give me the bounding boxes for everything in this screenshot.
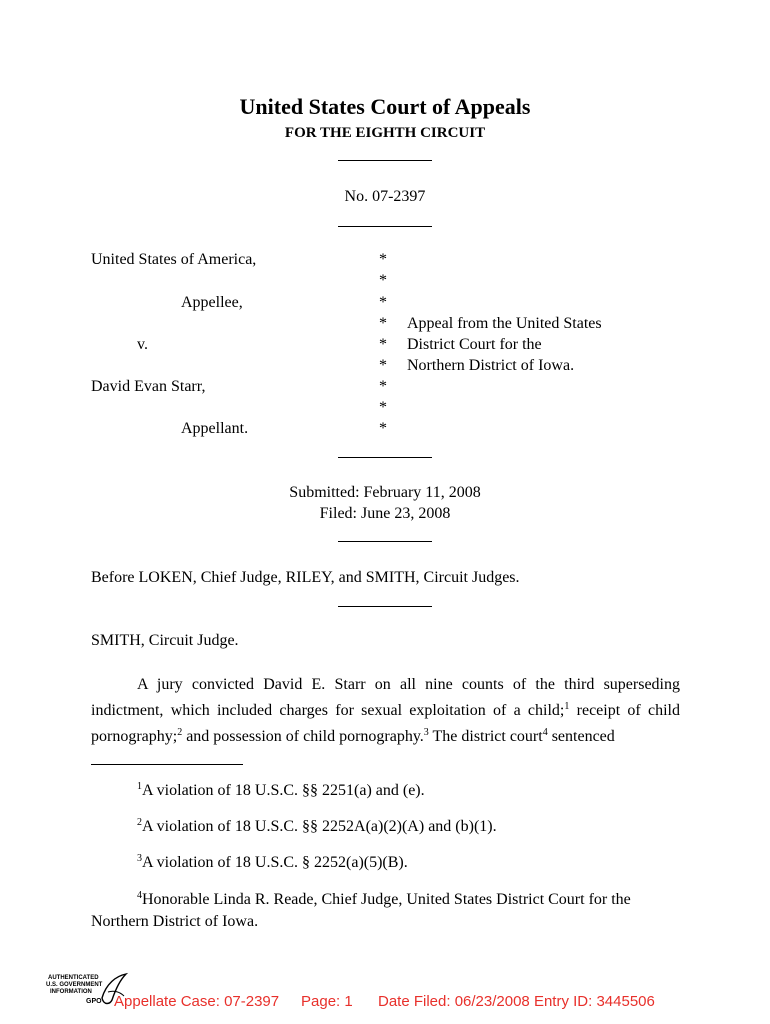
separator-rule (338, 606, 432, 607)
case-number: No. 07-2397 (344, 188, 426, 205)
filed-date: Filed: June 23, 2008 (319, 505, 451, 522)
caption-asterisk: * (379, 357, 387, 374)
footnote-number: 3 (137, 853, 142, 864)
footnote (91, 889, 680, 933)
footer-page-number: Page: 1 (301, 993, 353, 1010)
body-text: The district court (428, 728, 543, 745)
footnote-ref: 4 (542, 727, 548, 738)
panel-line: Before LOKEN, Chief Judge, RILEY, and SMITH, Circuit Judges. (91, 569, 520, 586)
footnote-text: Honorable Linda R. Reade, Chief Judge, United States District Court for the Northern District of Iowa. (91, 891, 631, 930)
footnote-text: A violation of 18 U.S.C. §§ 2252A(a)(2)(A) and (b)(1). (142, 818, 497, 835)
appeal-line: Appeal from the United States (407, 315, 602, 332)
opinion-paragraph (91, 672, 680, 750)
court-title: United States Court of Appeals (239, 94, 531, 119)
caption-asterisk: * (379, 378, 387, 395)
versus: v. (137, 336, 148, 353)
caption-asterisk: * (379, 315, 387, 332)
footnote (91, 780, 680, 802)
footnote-text: A violation of 18 U.S.C. §§ 2251(a) and (e). (142, 782, 425, 799)
separator-rule (338, 226, 432, 227)
footnote-number: 4 (137, 890, 142, 901)
footnote-ref: 2 (177, 727, 183, 738)
caption-asterisk: * (379, 336, 387, 353)
body-text: A jury convicted David E. Starr on all nine counts of the third superseding indictment, which included charges for sexual exploitation of a child; (91, 676, 680, 719)
separator-rule (338, 541, 432, 542)
caption-asterisk: * (379, 420, 387, 437)
footnote (91, 852, 680, 874)
separator-rule (338, 457, 432, 458)
logo-text: AUTHENTICATED (48, 975, 99, 981)
footnote-number: 1 (137, 781, 142, 792)
separator-rule (338, 160, 432, 161)
footnote-ref: 1 (564, 701, 570, 712)
body-text: and possession of child pornography. (182, 728, 424, 745)
caption-asterisk: * (379, 294, 387, 311)
submitted-date: Submitted: February 11, 2008 (289, 484, 481, 501)
footnote-ref: 3 (423, 727, 429, 738)
footer-case-number: Appellate Case: 07-2397 (114, 993, 280, 1010)
footnote (91, 816, 680, 838)
caption-asterisk: * (379, 399, 387, 416)
footnote-number: 2 (137, 817, 142, 828)
footnote-divider (91, 764, 243, 765)
plaintiff-role: Appellee, (181, 294, 243, 311)
logo-text: U.S. GOVERNMENT (46, 982, 103, 988)
logo-text: INFORMATION (50, 989, 92, 995)
defendant-name: David Evan Starr, (91, 378, 206, 395)
appeal-line: District Court for the (407, 336, 542, 353)
defendant-role: Appellant. (181, 420, 249, 437)
opinion-author: SMITH, Circuit Judge. (91, 632, 239, 649)
plaintiff-name: United States of America, (91, 251, 257, 268)
footnote-text: A violation of 18 U.S.C. § 2252(a)(5)(B). (142, 854, 408, 871)
circuit-subtitle: FOR THE EIGHTH CIRCUIT (284, 125, 486, 141)
body-text: receipt of child pornography; (91, 702, 681, 745)
logo-text: GPO (86, 998, 102, 1005)
caption-asterisk: * (379, 251, 387, 268)
caption-asterisk: * (379, 272, 387, 289)
appeal-line: Northern District of Iowa. (407, 357, 575, 374)
footer-date-filed: Date Filed: 06/23/2008 Entry ID: 3445506 (378, 993, 655, 1010)
body-text: sentenced (547, 728, 615, 745)
